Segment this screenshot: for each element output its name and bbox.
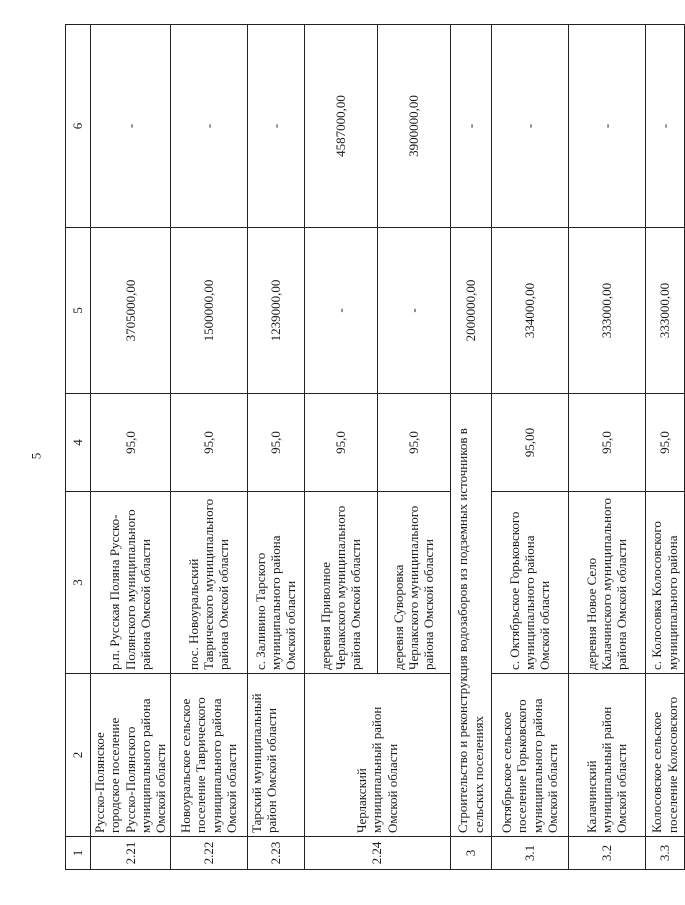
percent-cell: 95,00: [491, 394, 568, 492]
percent-cell: 95,0: [304, 394, 377, 492]
entity-cell: Черлакский муниципальный район Омской области: [304, 674, 450, 837]
settlement-cell: р.п. Русская Поляна Русско-Полянского муниципального района Омской области: [91, 492, 171, 674]
entity-cell: Октябрьское сельское поселение Горьковского муниципального района Омской области: [491, 674, 568, 837]
header-col-3: 3: [66, 492, 91, 674]
settlement-cell: с. Колосовка Колосовского муниципального района: [645, 492, 684, 674]
settlement-cell: с. Заливино Тарского муниципального района Омской области: [247, 492, 304, 674]
sum-col6-cell: -: [170, 25, 247, 228]
sum-col5-cell: 334000,00: [491, 228, 568, 394]
sum-col6-cell: -: [91, 25, 171, 228]
row-number: 2.24: [304, 837, 450, 870]
funding-table: [65, 24, 685, 870]
sum-col6-cell: -: [491, 25, 568, 228]
sum-col5-cell: 1239000,00: [247, 228, 304, 394]
table-row: [568, 25, 645, 870]
table-header-row: [66, 25, 91, 870]
row-number: 3.1: [491, 837, 568, 870]
entity-cell: Русско-Полянское городское поселение Русско-Полянского муниципального района Омской области: [91, 674, 171, 837]
sum-col5-cell: 3705000,00: [91, 228, 171, 394]
sum-col5-cell: -: [304, 228, 377, 394]
sum-col5-cell: 1500000,00: [170, 228, 247, 394]
section-row: [450, 25, 491, 870]
table-row: [304, 25, 377, 870]
settlement-cell: с. Октябрьское Горьковского муниципального района Омской области: [491, 492, 568, 674]
sum-col6-cell: -: [645, 25, 684, 228]
entity-cell: Калачинский муниципальный район Омской области: [568, 674, 645, 837]
percent-cell: 95,0: [170, 394, 247, 492]
sum-col5-cell: 333000,00: [568, 228, 645, 394]
settlement-cell: деревня Приволное Черлакского муниципального района Омской области: [304, 492, 377, 674]
section-number: 3: [450, 837, 491, 870]
row-number: 2.22: [170, 837, 247, 870]
row-number: 2.21: [91, 837, 171, 870]
percent-cell: 95,0: [91, 394, 171, 492]
table-row: [491, 25, 568, 870]
percent-cell: 95,0: [645, 394, 684, 492]
section-sum-col5: 2000000,00: [450, 228, 491, 394]
header-col-6: 6: [66, 25, 91, 228]
sum-col6-cell: 3900000,00: [377, 25, 450, 228]
percent-cell: 95,0: [247, 394, 304, 492]
sum-col6-cell: 4587000,00: [304, 25, 377, 228]
entity-cell: Тарский муниципальный район Омской области: [247, 674, 304, 837]
row-number: 3.3: [645, 837, 684, 870]
header-col-2: 2: [66, 674, 91, 837]
table-row: [170, 25, 247, 870]
rotated-table-wrapper: [65, 25, 680, 870]
sum-col6-cell: -: [568, 25, 645, 228]
table-row: [91, 25, 171, 870]
settlement-cell: деревня Новое Село Калачинского муниципального района Омской области: [568, 492, 645, 674]
entity-cell: Новоуральское сельское поселение Таврического муниципального района Омской области: [170, 674, 247, 837]
table-row: [247, 25, 304, 870]
percent-cell: 95,0: [568, 394, 645, 492]
percent-cell: 95,0: [377, 394, 450, 492]
section-sum-col6: -: [450, 25, 491, 228]
entity-cell: Колосовское сельское поселение Колосовского: [645, 674, 684, 837]
row-number: 3.2: [568, 837, 645, 870]
settlement-cell: пос. Новоуральский Таврического муниципального района Омской области: [170, 492, 247, 674]
table-row: [645, 25, 684, 870]
header-col-4: 4: [66, 394, 91, 492]
section-title: Строительство и реконструкция водозаборов из подземных источников в сельских поселениях: [450, 394, 491, 837]
header-col-5: 5: [66, 228, 91, 394]
header-col-1: 1: [66, 837, 91, 870]
row-number: 2.23: [247, 837, 304, 870]
settlement-cell: деревня Суворовка Черлакского муниципального района Омской области: [377, 492, 450, 674]
page-number: 5: [28, 452, 44, 460]
sum-col6-cell: -: [247, 25, 304, 228]
sum-col5-cell: 333000,00: [645, 228, 684, 394]
sum-col5-cell: -: [377, 228, 450, 394]
